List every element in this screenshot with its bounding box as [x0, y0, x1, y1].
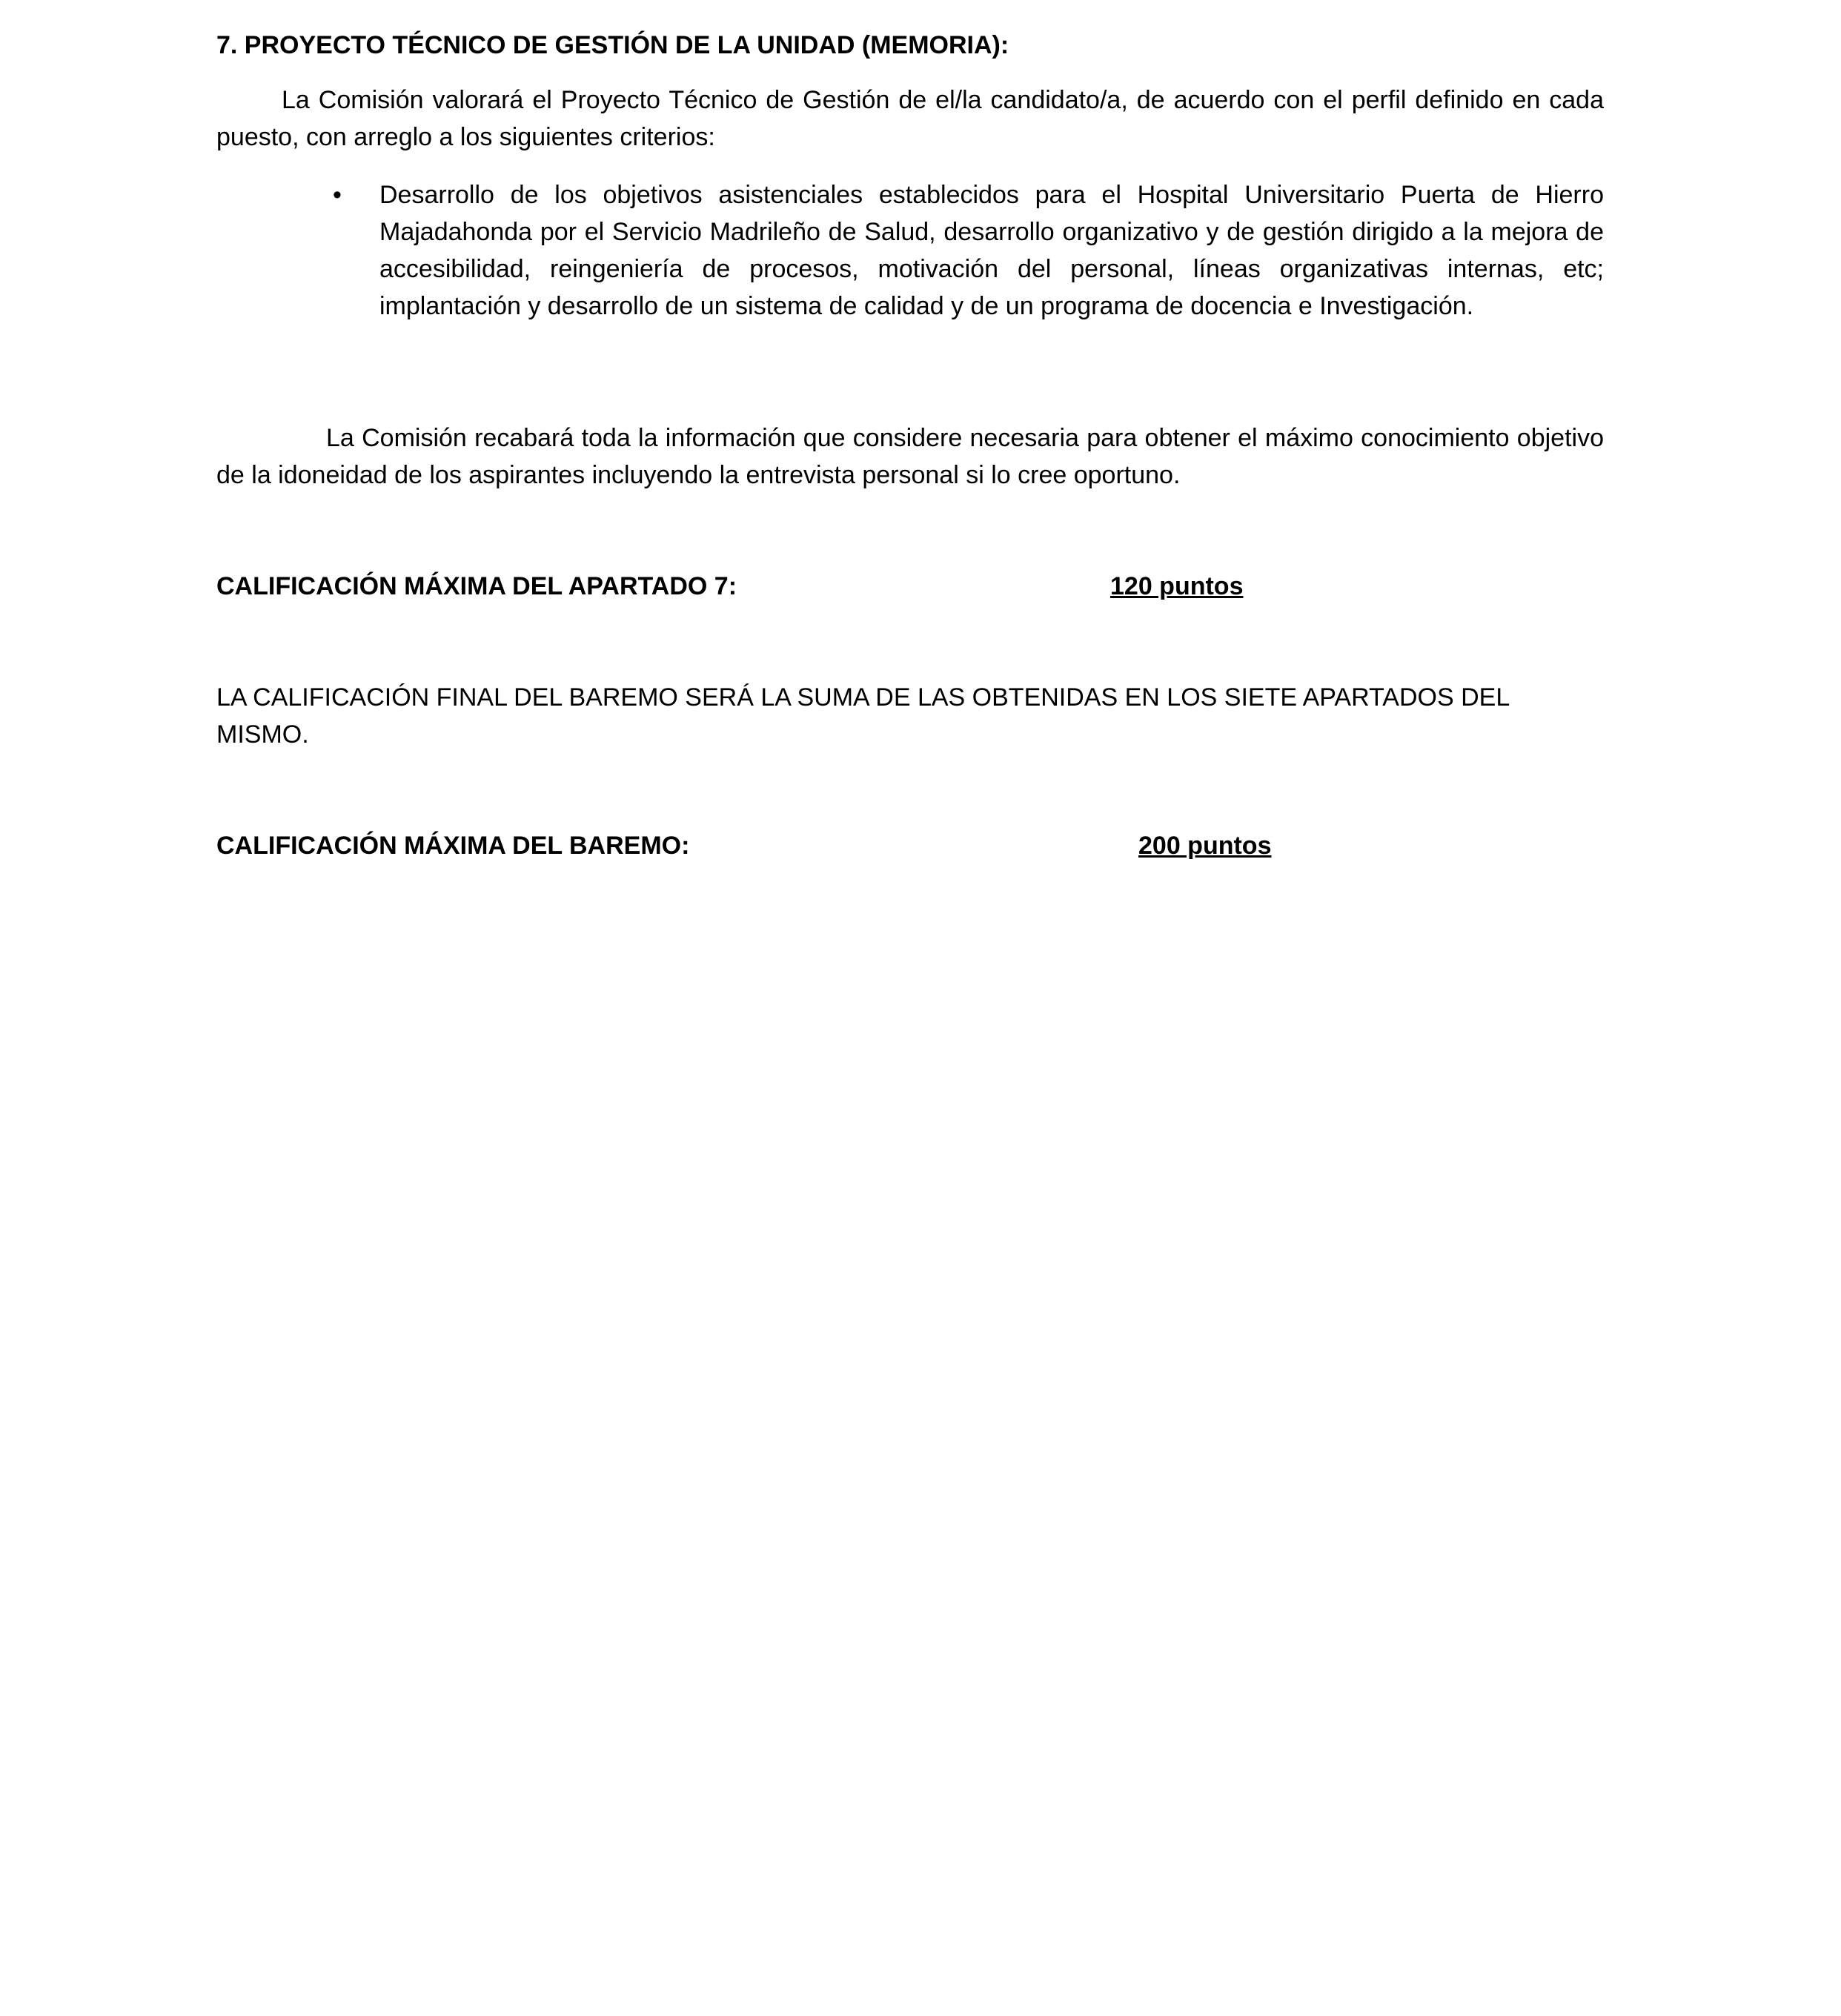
total-max-score-value: 200 puntos	[1138, 832, 1272, 860]
section-max-score-label: CALIFICACIÓN MÁXIMA DEL APARTADO 7:	[216, 572, 737, 600]
total-max-score-row	[216, 827, 1604, 864]
total-max-score-label: CALIFICACIÓN MÁXIMA DEL BAREMO:	[216, 832, 690, 860]
list-item	[216, 176, 1604, 325]
criteria-list	[216, 176, 1604, 325]
bullet-icon: •	[333, 181, 342, 209]
section-max-score-value: 120 puntos	[1110, 572, 1244, 600]
section-heading: 7. PROYECTO TÉCNICO DE GESTIÓN DE LA UNIDAD (MEMORIA):	[216, 31, 1009, 59]
final-statement: LA CALIFICACIÓN FINAL DEL BAREMO SERÁ LA SUMA DE LAS OBTENIDAS EN LOS SIETE APARTADOS DEL MISMO.	[216, 683, 1509, 749]
intro-paragraph: La Comisión valorará el Proyecto Técnico de Gestión de el/la candidato/a, de acuerdo con el perfil definido en cada puesto, con arreglo a los siguientes criterios:	[216, 86, 1604, 151]
section-max-score-row	[216, 568, 1604, 605]
list-item-text: Desarrollo de los objetivos asistenciales establecidos para el Hospital Universitario Puerta de Hierro Majadahonda por el Servicio Madrileño de Salud, desarrollo organizativo y de gestión dirigido a la mejora de accesibilidad, reingeniería de procesos, motivación del personal, líneas organizativas internas, etc; implantación y desarrollo de un sistema de calidad y de un programa de docencia e Investigación.	[379, 181, 1604, 320]
commission-paragraph: La Comisión recabará toda la información que considere necesaria para obtener el máximo conocimiento objetivo de la idoneidad de los aspirantes incluyendo la entrevista personal si lo cree oportuno.	[216, 424, 1604, 489]
